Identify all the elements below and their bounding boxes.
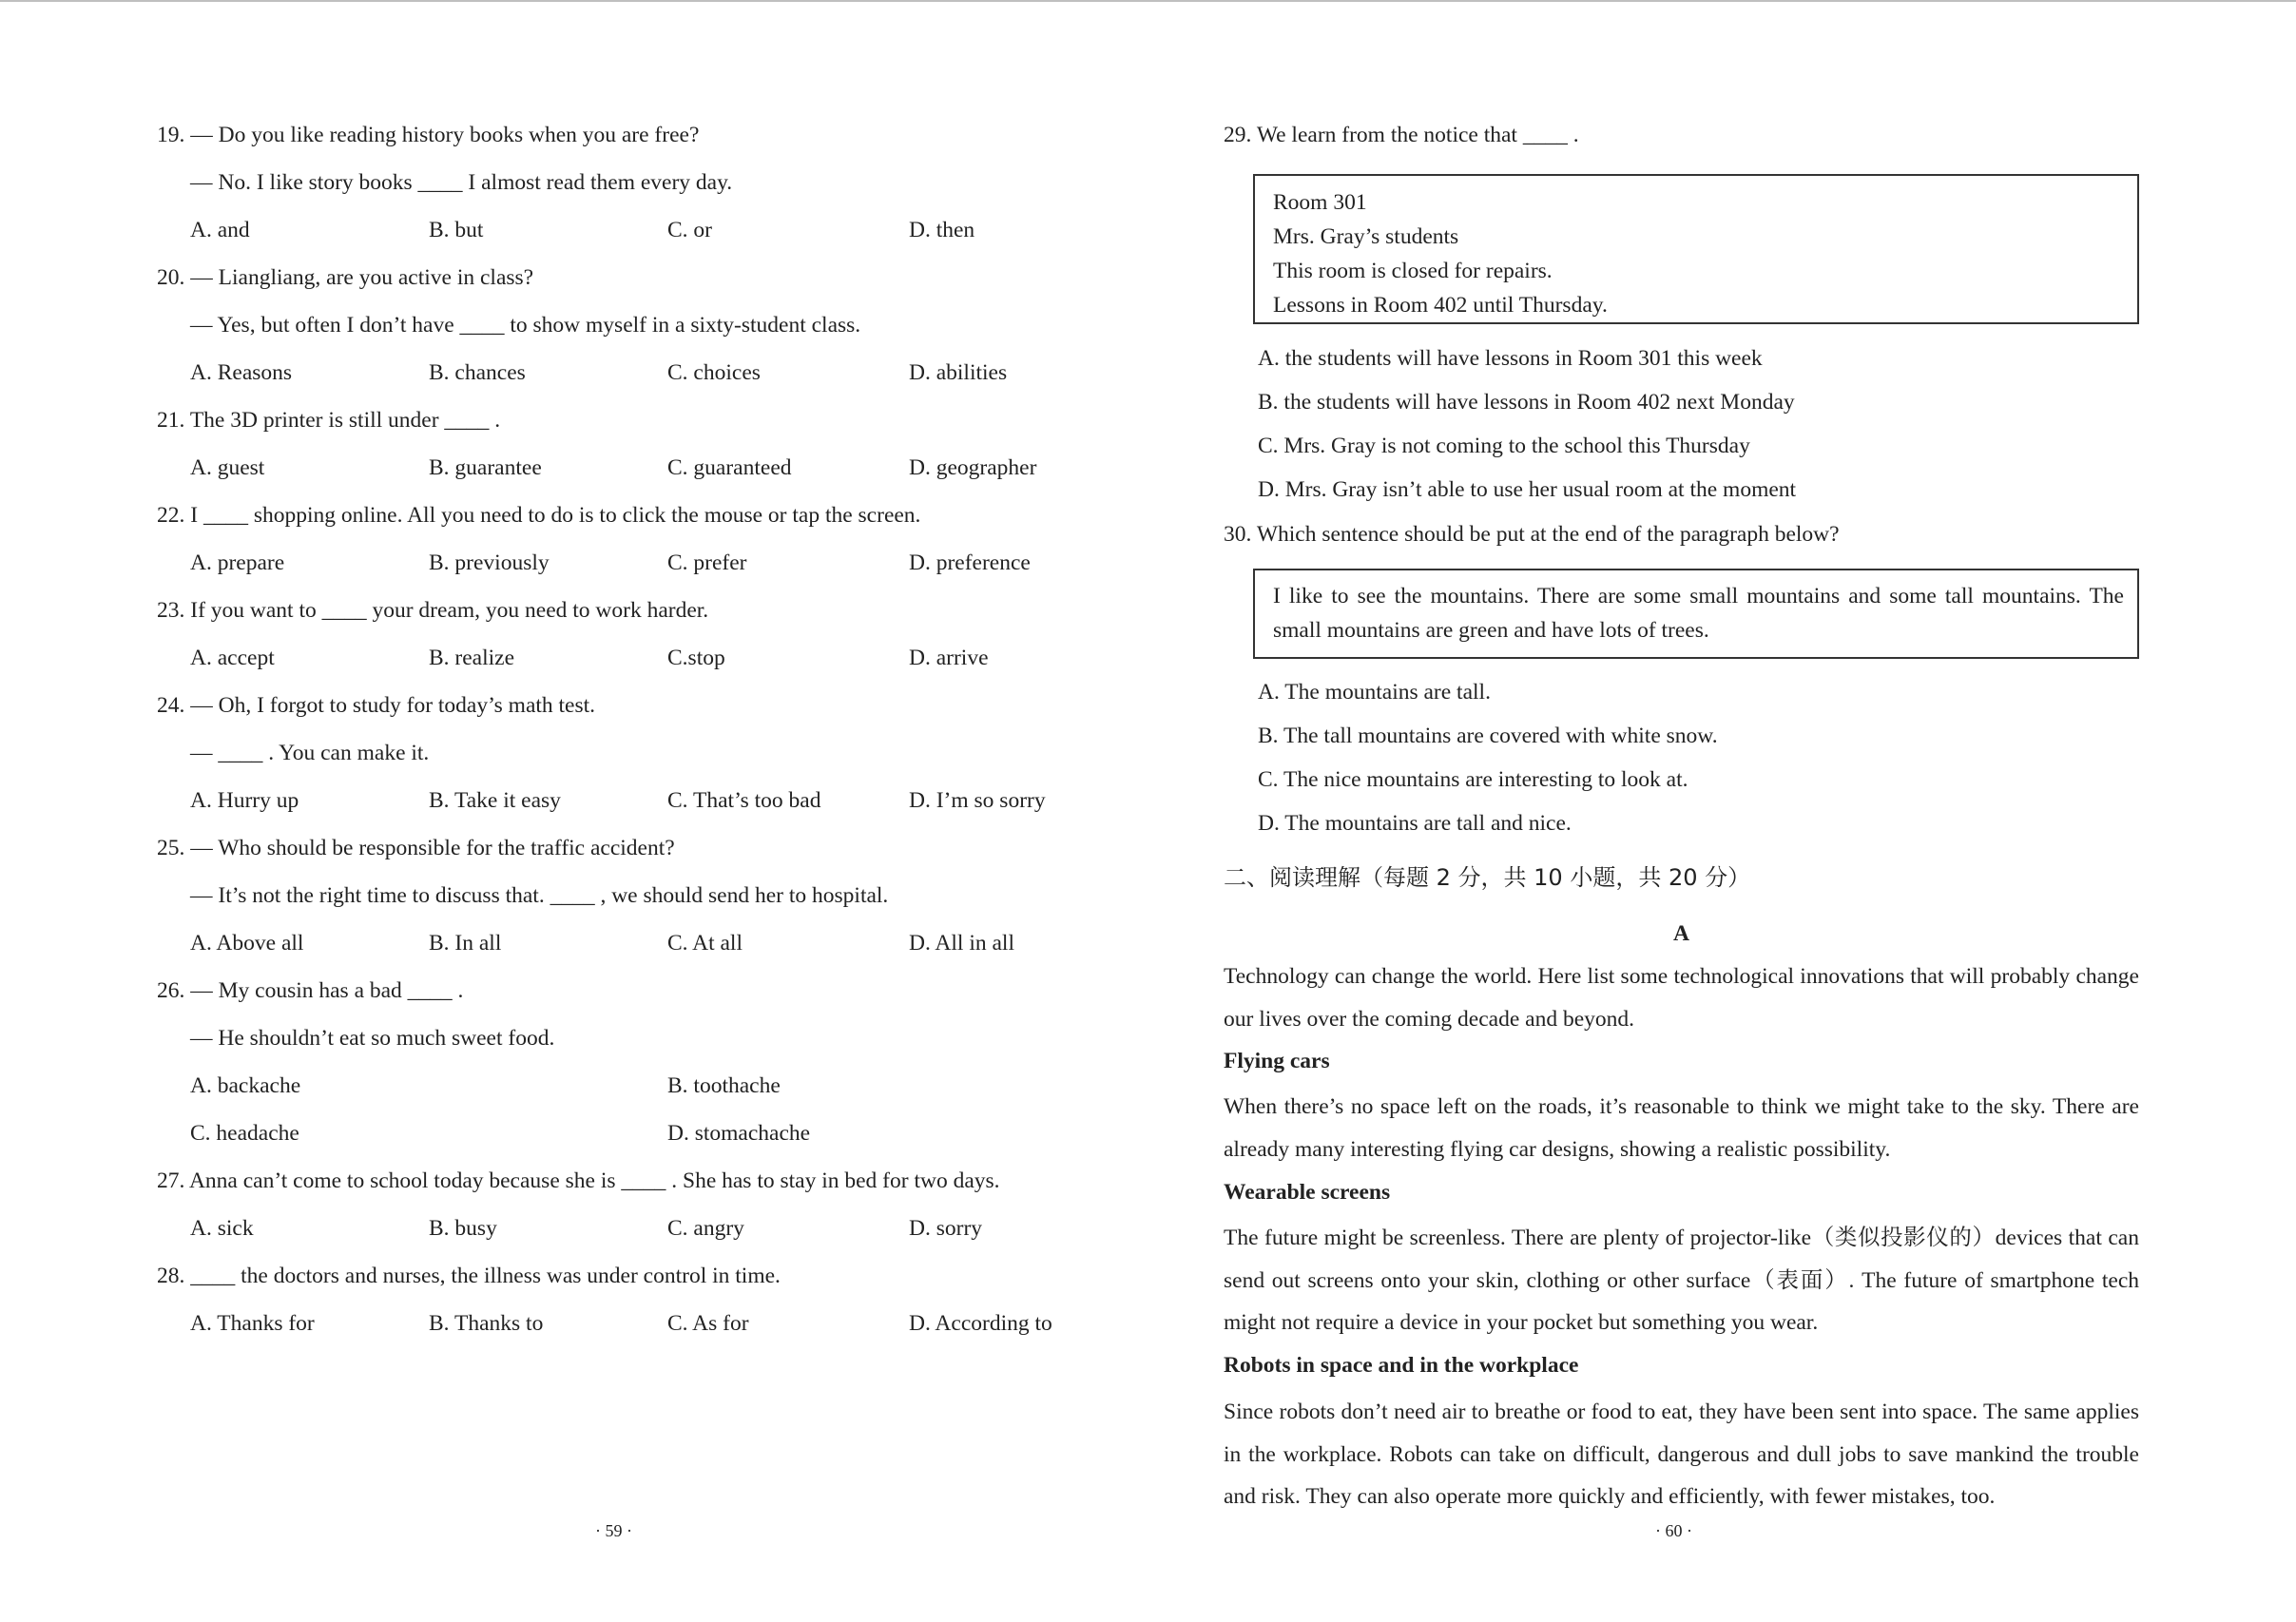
subsection-title: Wearable screens: [1224, 1180, 1391, 1205]
option-d[interactable]: D. geographer: [909, 455, 1037, 480]
option-c[interactable]: C. guaranteed: [667, 455, 792, 480]
passage-letter: A: [1673, 921, 1689, 946]
option-a[interactable]: A. and: [190, 218, 250, 242]
option-a[interactable]: A. sick: [190, 1216, 254, 1241]
option-d[interactable]: D. I’m so sorry: [909, 788, 1046, 813]
question-20-stem2: — Yes, but often I don’t have ____ to show myself in a sixty-student class.: [190, 313, 861, 338]
question-23-stem: 23. If you want to ____ your dream, you need to work harder.: [157, 598, 709, 623]
option-c[interactable]: C. Mrs. Gray is not coming to the school this Thursday: [1258, 434, 1750, 458]
question-26-stem2: — He shouldn’t eat so much sweet food.: [190, 1026, 555, 1051]
option-a[interactable]: A. guest: [190, 455, 265, 480]
option-a[interactable]: A. accept: [190, 646, 275, 670]
option-c[interactable]: C. As for: [667, 1311, 749, 1336]
option-b[interactable]: B. but: [429, 218, 484, 242]
option-a[interactable]: A. the students will have lessons in Room 301 this week: [1258, 346, 1763, 371]
option-c[interactable]: C. angry: [667, 1216, 744, 1241]
option-d[interactable]: D. stomachache: [667, 1121, 811, 1146]
option-a[interactable]: A. The mountains are tall.: [1258, 680, 1491, 705]
option-d[interactable]: D. Mrs. Gray isn’t able to use her usual room at the moment: [1258, 477, 1797, 502]
option-d[interactable]: D. then: [909, 218, 975, 242]
option-d[interactable]: D. abilities: [909, 360, 1008, 385]
option-a[interactable]: A. Reasons: [190, 360, 293, 385]
option-b[interactable]: B. busy: [429, 1216, 497, 1241]
question-26-stem: 26. — My cousin has a bad ____ .: [157, 978, 464, 1003]
intro-paragraph: Technology can change the world. Here list some technological innovations that will probably change our lives over the coming decade and beyond.: [1224, 964, 2139, 1032]
question-30-stem: 30. Which sentence should be put at the end of the paragraph below?: [1224, 522, 1840, 547]
option-b[interactable]: B. chances: [429, 360, 526, 385]
section-title: 二、阅读理解（每题 2 分，共 10 小题，共 20 分）: [1224, 864, 1751, 891]
option-b[interactable]: B. the students will have lessons in Room 402 next Monday: [1258, 390, 1795, 415]
option-b[interactable]: B. guarantee: [429, 455, 542, 480]
notice-line: Room 301: [1273, 190, 1367, 215]
question-28-stem: 28. ____ the doctors and nurses, the illness was under control in time.: [157, 1264, 781, 1288]
question-25-stem2: — It’s not the right time to discuss that. ____ , we should send her to hospital.: [190, 883, 889, 908]
notice-box: [1253, 174, 2139, 324]
option-b[interactable]: B. The tall mountains are covered with white snow.: [1258, 724, 1718, 748]
option-b[interactable]: B. toothache: [667, 1073, 781, 1098]
option-b[interactable]: B. Thanks to: [429, 1311, 544, 1336]
option-a[interactable]: A. prepare: [190, 550, 285, 575]
option-c[interactable]: C. choices: [667, 360, 761, 385]
option-b[interactable]: B. Take it easy: [429, 788, 561, 813]
option-c[interactable]: C.stop: [667, 646, 725, 670]
question-21-stem: 21. The 3D printer is still under ____ .: [157, 408, 501, 433]
paragraph-box: [1253, 569, 2139, 659]
subsection-text: When there’s no space left on the roads, it’s reasonable to think we might take to the sky. There are already many interesting flying car designs, showing a realistic possibility.: [1224, 1094, 2139, 1162]
option-b[interactable]: B. previously: [429, 550, 550, 575]
subsection-title: Robots in space and in the workplace: [1224, 1353, 1579, 1378]
top-border: [0, 0, 2296, 2]
question-19-stem2: — No. I like story books ____ I almost read them every day.: [190, 170, 733, 195]
subsection-text: The future might be screenless. There are plenty of projector-like（类似投影仪的）devices that can send out screens onto your skin, clothing or other surface（表面）. The future of smartphone tech might not require a device in your pocket but something you wear.: [1224, 1226, 2139, 1335]
question-24-stem: 24. — Oh, I forgot to study for today’s math test.: [157, 693, 596, 718]
option-b[interactable]: B. realize: [429, 646, 515, 670]
option-c[interactable]: C. headache: [190, 1121, 299, 1146]
option-d[interactable]: D. All in all: [909, 931, 1014, 956]
option-c[interactable]: C. At all: [667, 931, 743, 956]
option-d[interactable]: D. The mountains are tall and nice.: [1258, 811, 1572, 836]
subsection-title: Flying cars: [1224, 1049, 1330, 1073]
question-25-stem: 25. — Who should be responsible for the traffic accident?: [157, 836, 675, 860]
page-number: · 60 ·: [1655, 1521, 1692, 1540]
notice-line: This room is closed for repairs.: [1273, 259, 1553, 283]
question-24-stem2: — ____ . You can make it.: [190, 741, 430, 765]
option-c[interactable]: C. That’s too bad: [667, 788, 821, 813]
option-a[interactable]: A. Above all: [190, 931, 304, 956]
option-d[interactable]: D. sorry: [909, 1216, 983, 1241]
notice-line: Mrs. Gray’s students: [1273, 224, 1459, 249]
option-a[interactable]: A. Hurry up: [190, 788, 299, 813]
question-29-stem: 29. We learn from the notice that ____ .: [1224, 123, 1579, 147]
question-27-stem: 27. Anna can’t come to school today because she is ____ . She has to stay in bed for two days.: [157, 1168, 1000, 1193]
option-a[interactable]: A. Thanks for: [190, 1311, 315, 1336]
option-d[interactable]: D. According to: [909, 1311, 1052, 1336]
notice-line: Lessons in Room 402 until Thursday.: [1273, 293, 1608, 318]
option-a[interactable]: A. backache: [190, 1073, 301, 1098]
option-d[interactable]: D. arrive: [909, 646, 989, 670]
option-d[interactable]: D. preference: [909, 550, 1031, 575]
option-c[interactable]: C. or: [667, 218, 712, 242]
question-19-stem: 19. — Do you like reading history books when you are free?: [157, 123, 700, 147]
question-22-stem: 22. I ____ shopping online. All you need to do is to click the mouse or tap the screen.: [157, 503, 921, 528]
page-number: · 59 ·: [595, 1521, 632, 1540]
question-20-stem: 20. — Liangliang, are you active in class?: [157, 265, 534, 290]
subsection-text: Since robots don’t need air to breathe or food to eat, they have been sent into space. The same applies in the workplace. Robots can take on difficult, dangerous and dull jobs to save mankind the trouble and risk. They can also operate more quickly and efficiently, with fewer mistakes, too.: [1224, 1400, 2139, 1509]
option-c[interactable]: C. prefer: [667, 550, 747, 575]
option-b[interactable]: B. In all: [429, 931, 502, 956]
option-c[interactable]: C. The nice mountains are interesting to look at.: [1258, 767, 1688, 792]
paragraph-text: I like to see the mountains. There are some small mountains and some tall mountains. The small mountains are green and have lots of trees.: [1273, 584, 2124, 643]
